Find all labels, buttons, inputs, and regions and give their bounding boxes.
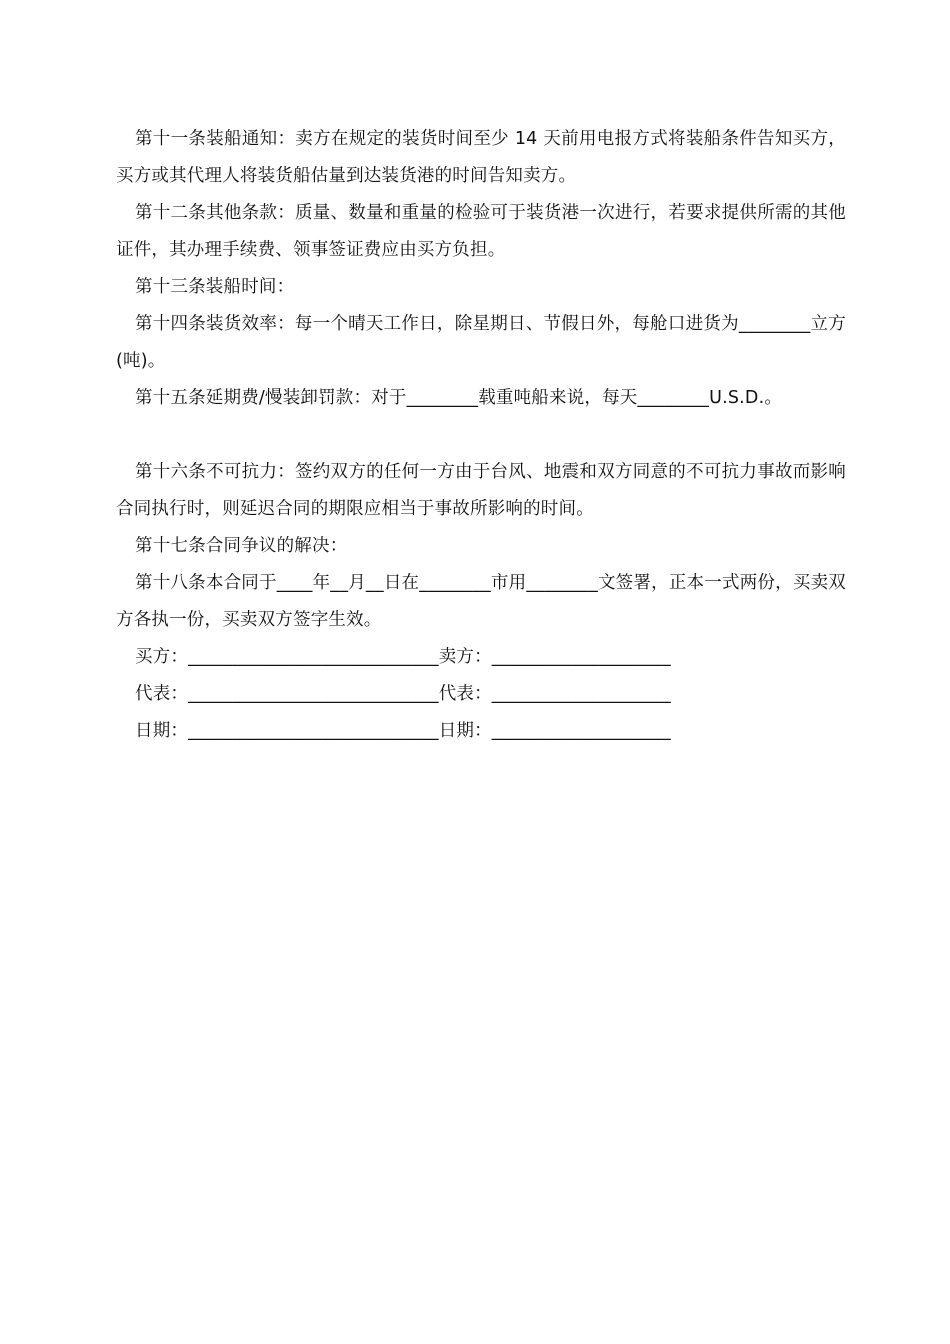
contract-body (116, 121, 846, 750)
clause-18: 第十八条本合同于____年__月__日在________市用________文签署，正本一式两份，买卖双方各执一份，买卖双方签字生效。 (116, 573, 846, 630)
clause-16: 第十六条不可抗力：签约双方的任何一方由于台风、地震和双方同意的不可抗力事故而影响合同执行时，则延迟合同的期限应相当于事故所影响的时间。 (116, 462, 846, 519)
clause-12: 第十二条其他条款：质量、数量和重量的检验可于装货港一次进行，若要求提供所需的其他证件，其办理手续费、领事签证费应由买方负担。 (116, 203, 846, 260)
clause-11: 第十一条装船通知：卖方在规定的装货时间至少 14 天前用电报方式将装船条件告知买方，买方或其代理人将装货船估量到达装货港的时间告知卖方。 (116, 129, 846, 186)
clause-13: 第十三条装船时间： (135, 277, 295, 297)
clause-17: 第十七条合同争议的解决： (135, 536, 348, 556)
clause-15: 第十五条延期费/慢装卸罚款：对于________载重吨船来说，每天________U.S.D.。 (135, 388, 783, 408)
signature-row-representative: 代表：____________________________代表：____________________ (135, 684, 671, 704)
signature-row-date: 日期：____________________________日期：____________________ (135, 721, 671, 741)
blank-line (116, 417, 846, 454)
clause-14: 第十四条装货效率：每一个晴天工作日，除星期日、节假日外，每舱口进货为________立方(吨)。 (116, 314, 846, 371)
signature-row-party: 买方：____________________________卖方：____________________ (135, 647, 671, 667)
